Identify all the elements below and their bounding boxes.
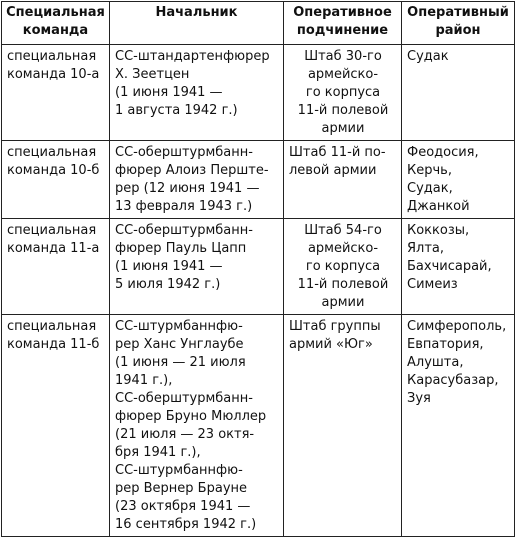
cell-area: Судак bbox=[402, 45, 515, 141]
cell-area: Феодосия, Керчь, Судак, Джанкой bbox=[402, 141, 515, 219]
cell-subordination: Штаб группы армий «Юг» bbox=[284, 315, 402, 537]
cell-area: Симферополь, Евпатория, Алушта, Карасубазар, Зуя bbox=[402, 315, 515, 537]
table-row bbox=[2, 45, 515, 141]
units-table bbox=[1, 1, 515, 537]
cell-team: специальная команда 10-а bbox=[2, 45, 110, 141]
cell-team: специальная команда 10-б bbox=[2, 141, 110, 219]
cell-subordination: Штаб 54-го армейско- го корпуса 11-й полевой армии bbox=[284, 219, 402, 315]
header-subordination-line-1: Оперативное bbox=[293, 5, 392, 20]
header-area bbox=[402, 2, 515, 45]
header-subordination-line-2: подчинение bbox=[296, 23, 389, 38]
header-area-line-1: Оперативный bbox=[407, 5, 509, 20]
cell-subordination: Штаб 11-й по- левой армии bbox=[284, 141, 402, 219]
cell-chief: СС-оберштурмбанн- фюрер Алоиз Перште- рер (12 июня 1941 — 13 февраля 1943 г.) bbox=[110, 141, 284, 219]
header-area-line-2: район bbox=[435, 23, 481, 38]
header-chief-line-1: Начальник bbox=[155, 5, 238, 20]
cell-chief: СС-штандартенфюрер Х. Зеетцен (1 июня 1941 — 1 августа 1942 г.) bbox=[110, 45, 284, 141]
header-team bbox=[2, 2, 110, 45]
header-chief bbox=[110, 2, 284, 45]
table-row bbox=[2, 219, 515, 315]
header-row bbox=[2, 2, 515, 45]
table-row bbox=[2, 141, 515, 219]
cell-chief: СС-оберштурмбанн- фюрер Пауль Цапп (1 июня 1941 — 5 июля 1942 г.) bbox=[110, 219, 284, 315]
header-subordination bbox=[284, 2, 402, 45]
cell-team: специальная команда 11-а bbox=[2, 219, 110, 315]
header-team-line-1: Специальная bbox=[6, 5, 105, 20]
cell-team: специальная команда 11-б bbox=[2, 315, 110, 537]
cell-subordination: Штаб 30-го армейско- го корпуса 11-й полевой армии bbox=[284, 45, 402, 141]
header-team-line-2: команда bbox=[22, 23, 89, 38]
cell-area: Коккозы, Ялта, Бахчисарай, Симеиз bbox=[402, 219, 515, 315]
cell-chief: СС-штурмбаннфю- рер Ханс Унглаубе (1 июня — 21 июля 1941 г.), СС-оберштурмбанн- фюрер Бруно Мюллер (21 июля — 23 октя- бря 1941 г.), СС-штурмбаннфю- рер Вернер Брауне (23 октября 1941 — 16 сентября 1942 г.) bbox=[110, 315, 284, 537]
table-row bbox=[2, 315, 515, 537]
